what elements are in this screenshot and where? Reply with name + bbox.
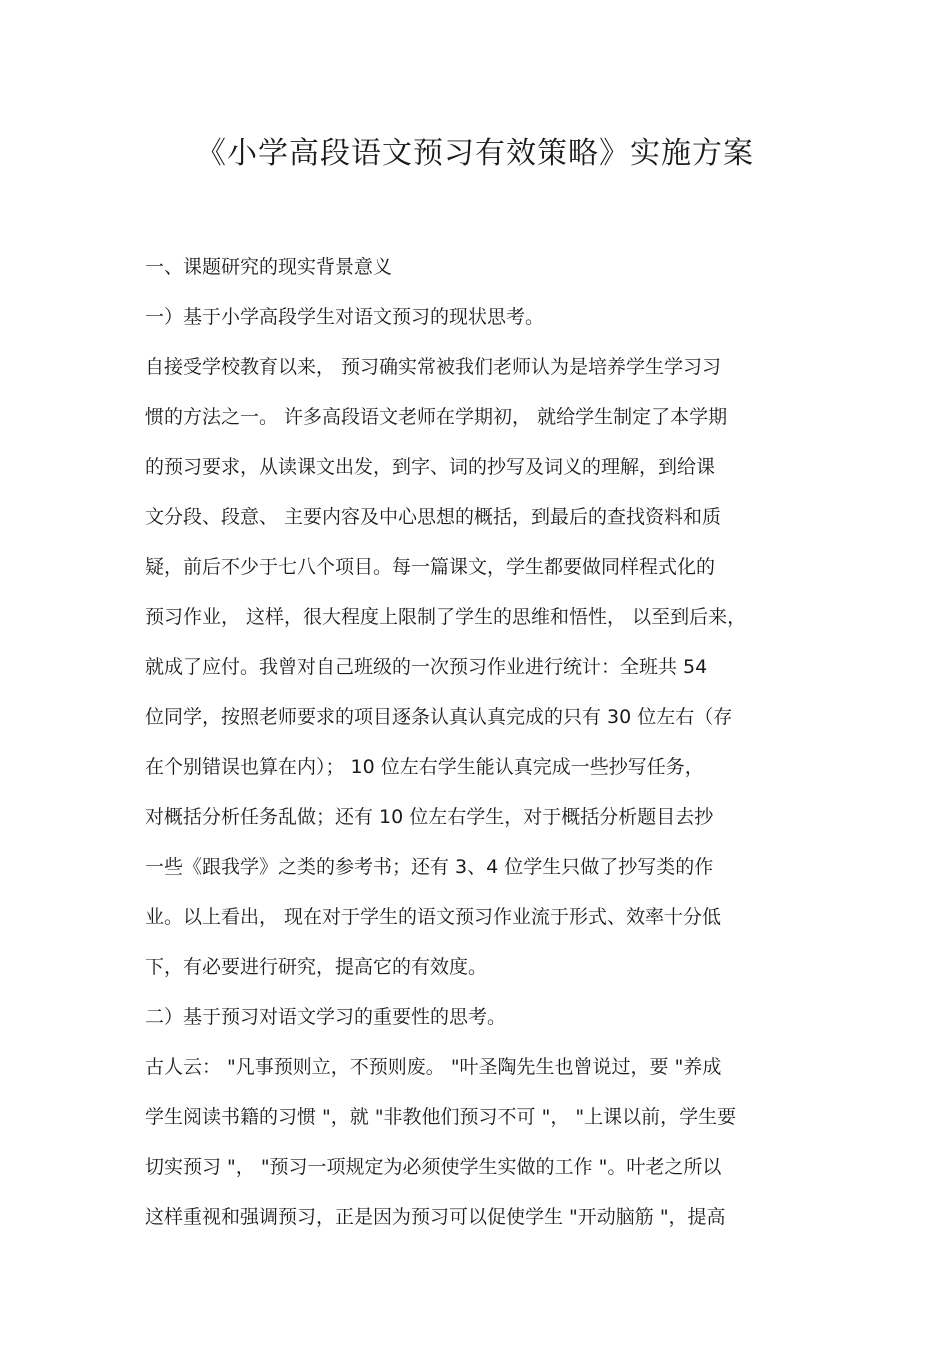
section-heading: 一、课题研究的现实背景意义 (145, 256, 393, 278)
subsection-heading: 一）基于小学高段学生对语文预习的现状思考。 (145, 306, 545, 328)
paragraph-line: 疑，前后不少于七八个项目。每一篇课文，学生都要做同样程式化的 (145, 556, 716, 578)
paragraph-line: 的预习要求，从读课文出发，到字、词的抄写及词义的理解，到给课 (145, 456, 716, 478)
page-title: 《小学高段语文预习有效策略》实施方案 (196, 136, 754, 171)
paragraph-line: 惯的方法之一。 许多高段语文老师在学期初， 就给学生制定了本学期 (145, 406, 728, 428)
paragraph-line: 学生阅读书籍的习惯 "，就 "非教他们预习不可 "， "上课以前，学生要 (145, 1106, 737, 1128)
paragraph-line: 业。以上看出， 现在对于学生的语文预习作业流于形式、效率十分低 (145, 906, 722, 928)
paragraph-line: 预习作业， 这样，很大程度上限制了学生的思维和悟性， 以至到后来， (145, 606, 747, 628)
paragraph-line: 就成了应付。我曾对自己班级的一次预习作业进行统计：全班共 54 (145, 656, 708, 678)
paragraph-line: 自接受学校教育以来， 预习确实常被我们老师认为是培养学生学习习 (145, 356, 722, 378)
paragraph-line: 切实预习 "， "预习一项规定为必须使学生实做的工作 "。叶老之所以 (145, 1156, 722, 1178)
paragraph-line: 一些《跟我学》之类的参考书；还有 3、4 位学生只做了抄写类的作 (145, 856, 714, 878)
paragraph-line: 这样重视和强调预习，正是因为预习可以促使学生 "开动脑筋 "，提高 (145, 1206, 726, 1228)
paragraph-line: 对概括分析任务乱做；还有 10 位左右学生，对于概括分析题目去抄 (145, 806, 714, 828)
paragraph-line: 在个别错误也算在内）； 10 位左右学生能认真完成一些抄写任务， (145, 756, 704, 778)
paragraph-line: 文分段、段意、 主要内容及中心思想的概括，到最后的查找资料和质 (145, 506, 722, 528)
paragraph-line: 位同学，按照老师要求的项目逐条认真认真完成的只有 30 位左右（存 (145, 706, 733, 728)
paragraph-line: 古人云： "凡事预则立，不预则废。 "叶圣陶先生也曾说过，要 "养成 (145, 1056, 722, 1078)
subsection-heading: 二）基于预习对语文学习的重要性的思考。 (145, 1006, 507, 1028)
paragraph-line: 下，有必要进行研究，提高它的有效度。 (145, 956, 488, 978)
